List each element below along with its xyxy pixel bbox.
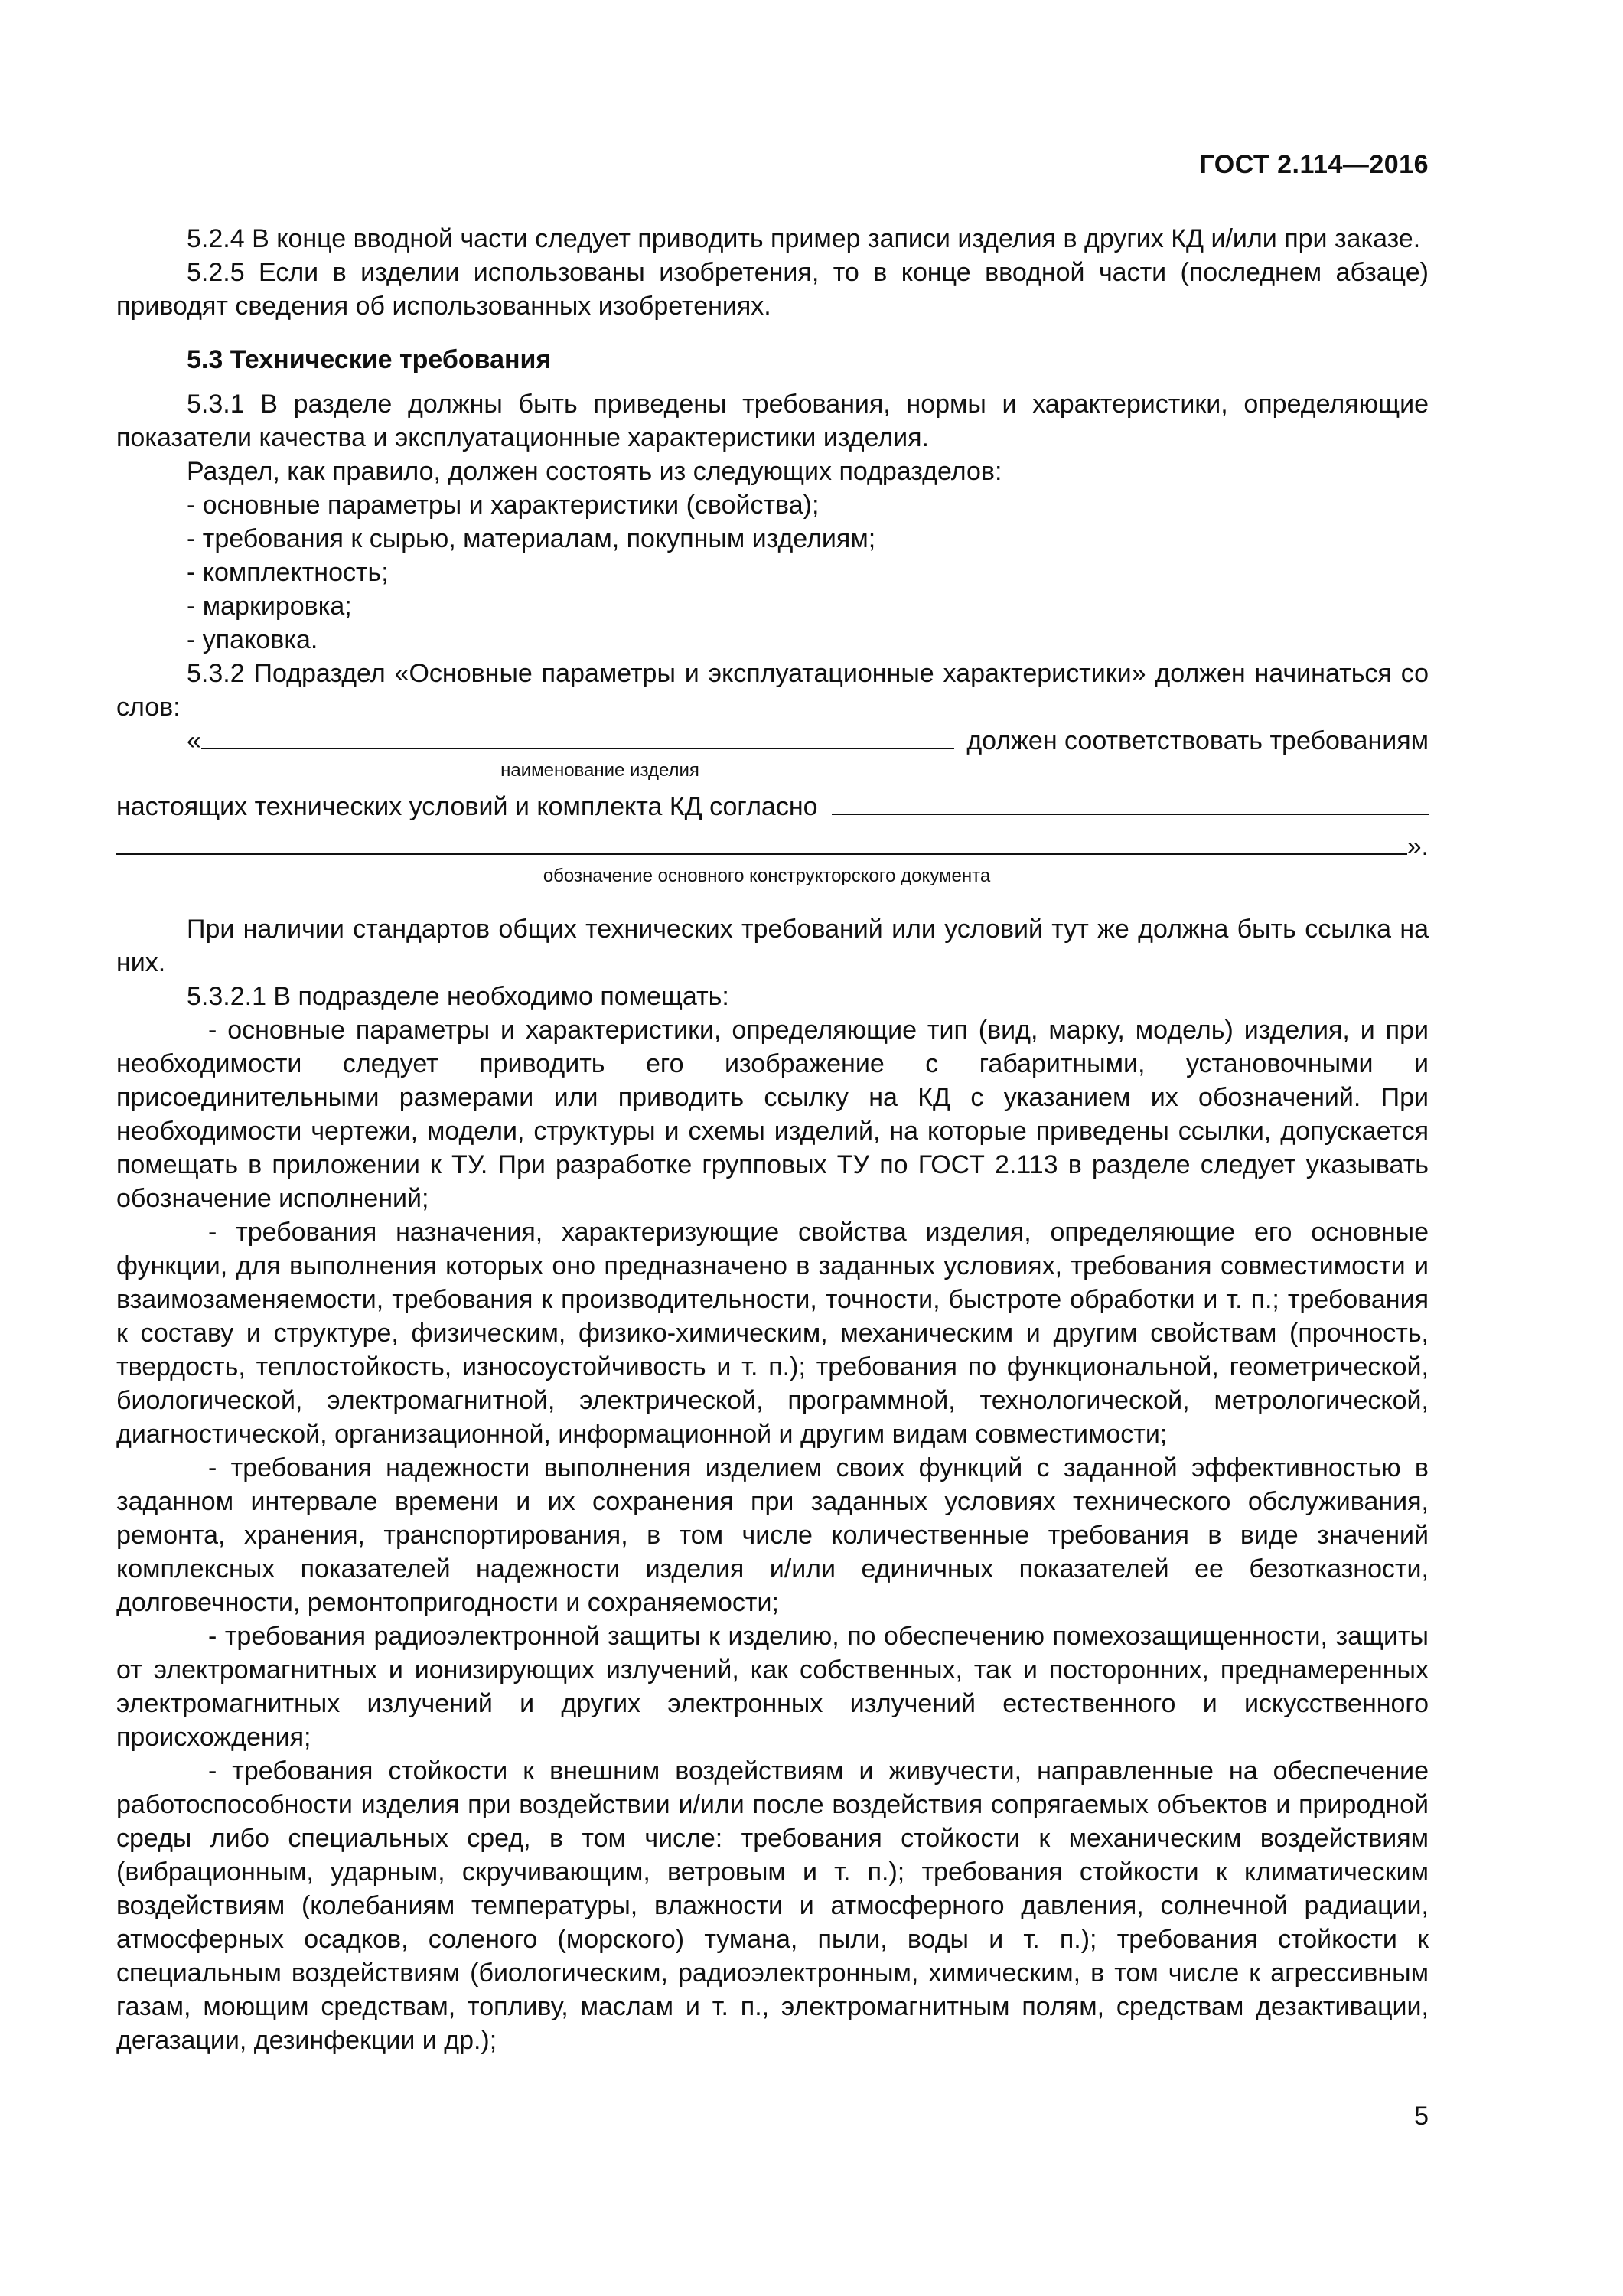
requirement-item: - требования радиоэлектронной защиты к изделию, по обеспечению помехозащищенности, защиты от электромагнитных и ионизирующих излучений, как собственных, так и посторонних, преднамеренных электромагнитных излучений и других электронных излучений естественного и искусственного происхождения; (116, 1622, 1429, 1752)
form-line-2-text: настоящих технических условий и комплекта КД согласно (116, 792, 818, 821)
document-code-header: ГОСТ 2.114—2016 (1199, 150, 1429, 179)
page-content (116, 222, 1429, 2057)
subsection-item: - основные параметры и характеристики (свойства); (187, 491, 820, 520)
subsection-item: - требования к сырью, материалам, покупным изделиям; (187, 524, 876, 553)
requirement-item: - основные параметры и характеристики, определяющие тип (вид, марку, модель) изделия, и при необходимости следует приводить его изображение с габаритными, установочными и присоединительными размерами или приводить ссылку на КД с указанием их обозначений. При необходимости чертежи, модели, структуры и схемы изделий, на которые приведены ссылки, допускается помещать в приложении к ТУ. При разработке групповых ТУ по ГОСТ 2.113 в разделе следует указывать обозначение исполнений; (116, 1016, 1429, 1213)
caption-product-name: наименование изделия (500, 760, 699, 781)
form-open-quote: « (187, 726, 201, 755)
form-line-2 (116, 790, 1429, 823)
requirement-item: - требования стойкости к внешним воздействиям и живучести, направленные на обеспечение работоспособности изделия при воздействии и/или после воздействия сопрягаемых объектов и природной среды либо специальных сред, в том числе: требования стойкости к механическим воздействиям (вибрационным, ударным, скручивающим, ветровым и т. п.); требования стойкости к климатическим воздействиям (колебаниям температуры, влажности и атмосферного давления, солнечной радиации, атмосферных осадков, соленого (морского) тумана, пыли, воды и т. п.); требования стойкости к специальным воздействиям (биологическим, радиоэлектронным, химическим, в том числе к агрессивным газам, моющим средствам, топливу, маслам и т. п., электромагнитным полям, средствам дезактивации, дегазации, дезинфекции и др.); (116, 1756, 1429, 2055)
form-caption-1-wrap (116, 759, 1013, 782)
requirement-item: - требования надежности выполнения изделием своих функций с заданной эффективностью в заданном интервале времени и их сохранения при заданных условиях технического обслуживания, ремонта, хранения, транспортирования, в том числе количественные требования в виде значений комплексных показателей надежности изделия и/или единичных показателей ее безотказности, долговечности, ремонтопригодности и сохраняемости; (116, 1453, 1429, 1617)
requirement-item: - требования назначения, характеризующие свойства изделия, определяющие его основные функции, для выполнения которых оно предназначено в заданных условиях, требования совместимости и взаимозаменяемости, требования к производительности, точности, быстроте обработки и т. п.; требования к составу и структуре, физическим, физико-химическим, механическим и другим свойствам (прочность, твердость, теплостойкость, износоустойчивость и т. п.); требования по функциональной, геометрической, биологической, электромагнитной, электрической, программной, технологической, метрологической, диагностической, организационной, информационной и другим видам совместимости; (116, 1218, 1429, 1449)
paragraph-5-3-2-1: 5.3.2.1 В подразделе необходимо помещать: (187, 982, 729, 1011)
paragraph-5-2-4: 5.2.4 В конце вводной части следует приводить пример записи изделия в других КД и/или при заказе. (187, 224, 1421, 253)
paragraph-5-3-1: 5.3.1 В разделе должны быть приведены требования, нормы и характеристики, определяющие показатели качества и эксплуатационные характеристики изделия. (116, 390, 1429, 452)
form-line-1 (116, 724, 1429, 758)
subsection-item: - маркировка; (187, 592, 352, 621)
page-number: 5 (1414, 2102, 1429, 2131)
paragraph-5-2-5: 5.2.5 Если в изделии использованы изобретения, то в конце вводной части (последнем абзаце) приводят сведения об использованных изобретениях. (116, 258, 1429, 321)
section-heading-5-3: 5.3 Технические требования (187, 345, 552, 374)
form-must-match-text: должен соответствовать требованиям (966, 726, 1429, 755)
paragraph-5-3-2: 5.3.2 Подраздел «Основные параметры и эксплуатационные характеристики» должен начинаться со слов: (116, 659, 1429, 722)
document-reference-blank-1 (832, 791, 1429, 815)
subsections-intro: Раздел, как правило, должен состоять из следующих подразделов: (187, 457, 1002, 486)
caption-main-document: обозначение основного конструкторского документа (543, 866, 991, 886)
subsection-item: - комплектность; (187, 558, 389, 587)
product-name-blank (201, 725, 954, 749)
subsection-item: - упаковка. (187, 625, 318, 654)
form-caption-2-wrap (116, 865, 1417, 888)
document-reference-blank-2 (116, 830, 1407, 855)
form-close-quote: ». (1406, 832, 1429, 861)
form-line-3 (116, 830, 1429, 863)
paragraph-standards: При наличии стандартов общих технических требований или условий тут же должна быть ссылка на них. (116, 915, 1429, 977)
